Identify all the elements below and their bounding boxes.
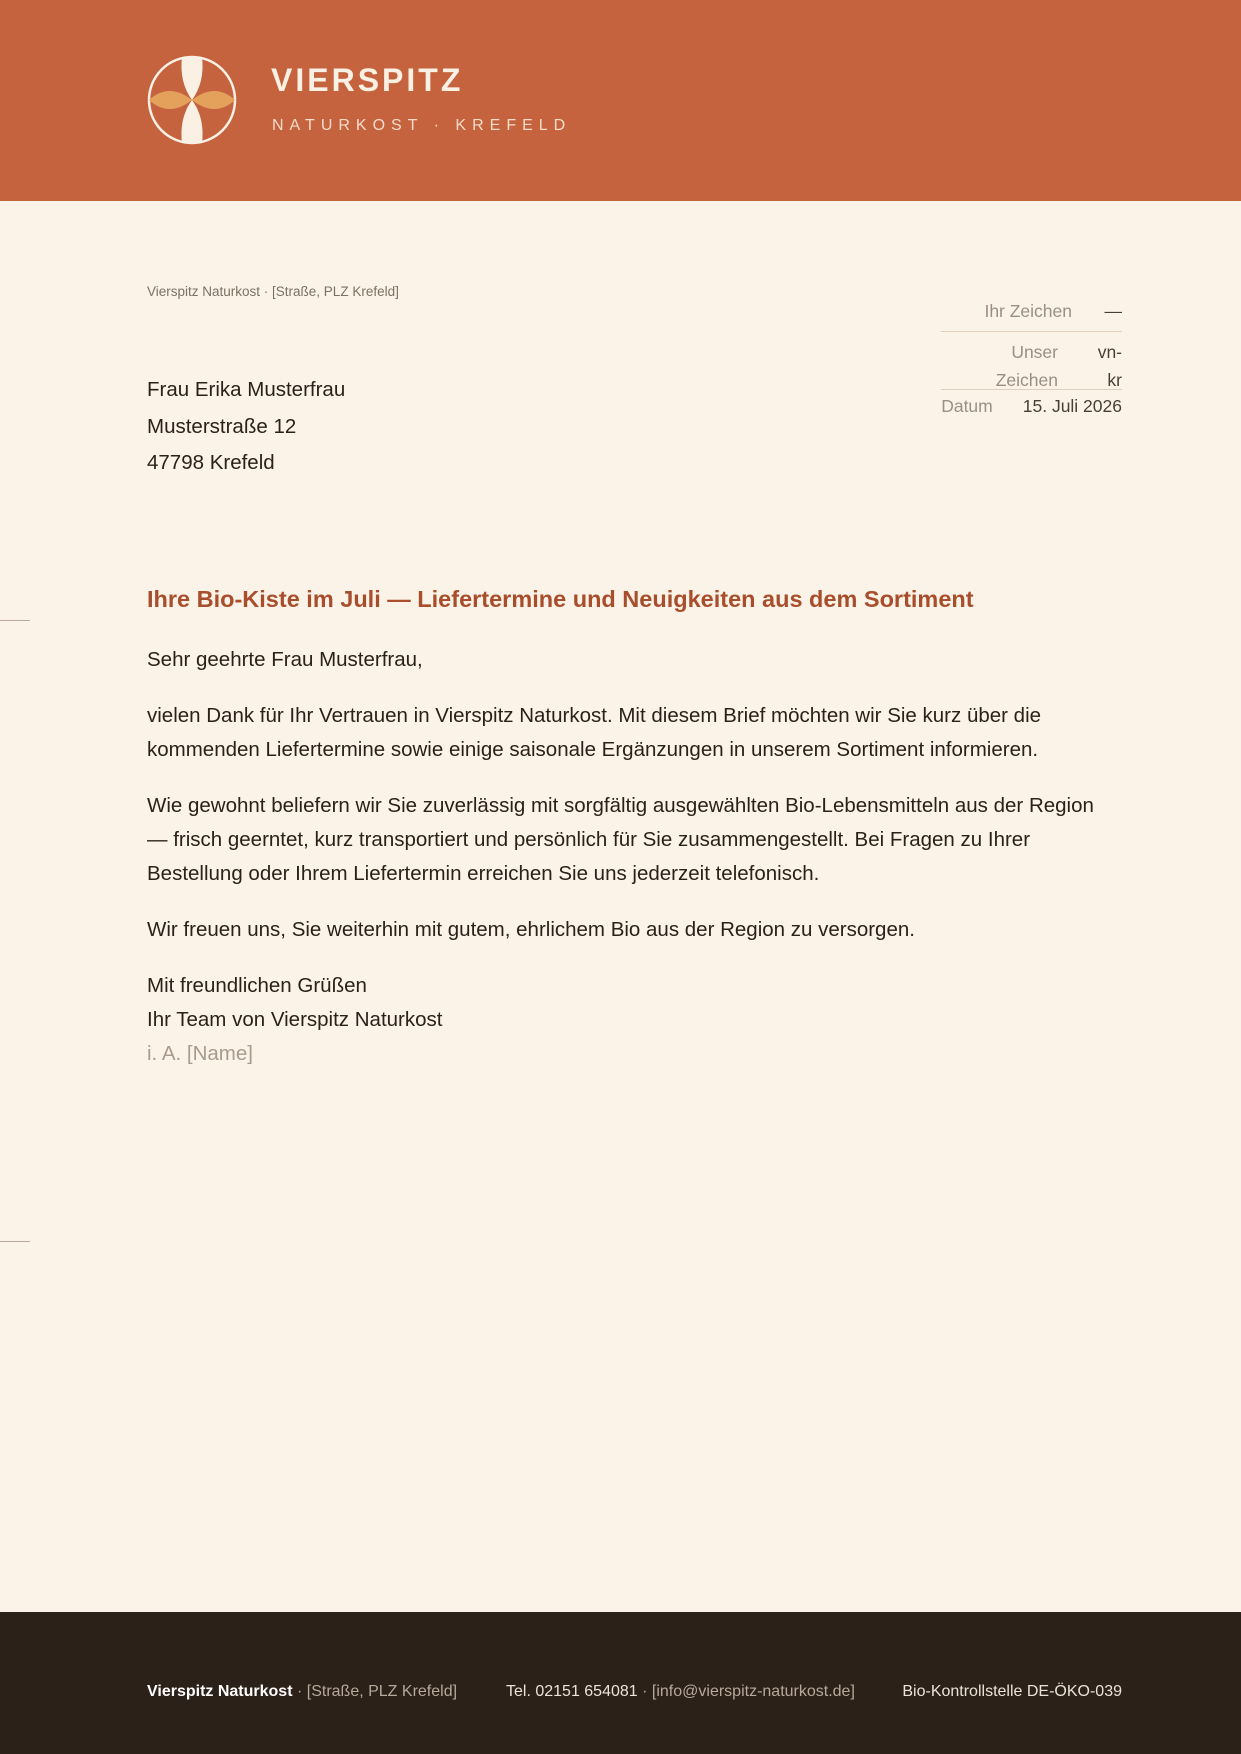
- ihr-zeichen-value: —: [1104, 301, 1122, 321]
- paragraph-2: Wie gewohnt beliefern wir Sie zuverlässig mit sorgfältig ausgewählten Bio-Lebensmitteln aus der Region — frisch geerntet, kurz transportiert und persönlich für Sie zusammengestellt. Bei Fragen zu Ihrer Bestellung oder Ihrem Liefertermin erreichen Sie uns jederzeit telefonisch.: [147, 794, 1094, 885]
- closing-block: [147, 969, 1107, 1071]
- unser-zeichen-value-line-1: vn-: [1097, 342, 1122, 362]
- closing-greeting: Mit freundlichen Grüßen: [147, 974, 367, 997]
- recipient-street: Musterstraße 12: [147, 414, 297, 438]
- paragraph-3: Wir freuen uns, Sie weiterhin mit gutem, ehrlichem Bio aus der Region zu versorgen.: [147, 918, 915, 941]
- unser-zeichen-label-line-1: Unser: [1011, 342, 1058, 362]
- sender-return-address: Vierspitz Naturkost · [Straße, PLZ Krefeld]: [147, 284, 399, 299]
- footer-company: Vierspitz Naturkost: [147, 1683, 293, 1700]
- letterhead-banner: [0, 0, 1241, 201]
- fold-mark-bottom: [0, 1241, 30, 1242]
- letter-footer: [0, 1612, 1241, 1754]
- signer-placeholder: i. A. [Name]: [147, 1042, 253, 1065]
- unser-zeichen-value: [1058, 338, 1122, 394]
- brand-subtitle: NATURKOST · KREFELD: [272, 117, 572, 134]
- recipient-name: Frau Erika Musterfrau: [147, 378, 346, 401]
- reference-block: [941, 297, 1122, 417]
- unser-zeichen-label-line-2: Zeichen: [995, 370, 1058, 390]
- unser-zeichen-label: [986, 338, 1058, 394]
- recipient-address: [147, 372, 345, 482]
- ref-row-unser-zeichen: [941, 332, 1122, 390]
- four-petal-logo-icon: [147, 55, 237, 145]
- footer-address: · [Straße, PLZ Krefeld]: [296, 1683, 458, 1700]
- datum-label: Datum: [941, 396, 993, 416]
- recipient-city: 47798 Krefeld: [147, 451, 275, 474]
- salutation: Sehr geehrte Frau Musterfrau,: [147, 648, 423, 671]
- datum-value: 15. Juli 2026: [1022, 396, 1122, 416]
- footer-email: · [info@vierspitz-naturkost.de]: [642, 1683, 855, 1700]
- letter-subject: Ihre Bio-Kiste im Juli — Liefertermine und Neuigkeiten aus dem Sortiment: [147, 586, 974, 612]
- footer-phone: Tel. 02151 654081: [506, 1683, 638, 1700]
- footer-contact: [506, 1683, 855, 1701]
- ihr-zeichen-label: Ihr Zeichen: [984, 301, 1072, 321]
- letter-body: [147, 643, 1107, 1071]
- unser-zeichen-value-line-2: kr: [1107, 370, 1122, 390]
- paragraph-1: vielen Dank für Ihr Vertrauen in Vierspitz Naturkost. Mit diesem Brief möchten wir Sie kurz über die kommenden Liefertermine sowie einige saisonale Ergänzungen in unserem Sortiment informieren.: [147, 704, 1042, 761]
- ref-row-datum: [941, 390, 1122, 417]
- footer-company-address: [147, 1683, 457, 1701]
- fold-mark-top: [0, 620, 30, 621]
- closing-team: Ihr Team von Vierspitz Naturkost: [147, 1008, 443, 1031]
- footer-certification: Bio-Kontrollstelle DE-ÖKO-039: [902, 1683, 1122, 1700]
- brand-name: VIERSPITZ: [271, 62, 464, 98]
- ref-row-ihr-zeichen: [941, 297, 1122, 332]
